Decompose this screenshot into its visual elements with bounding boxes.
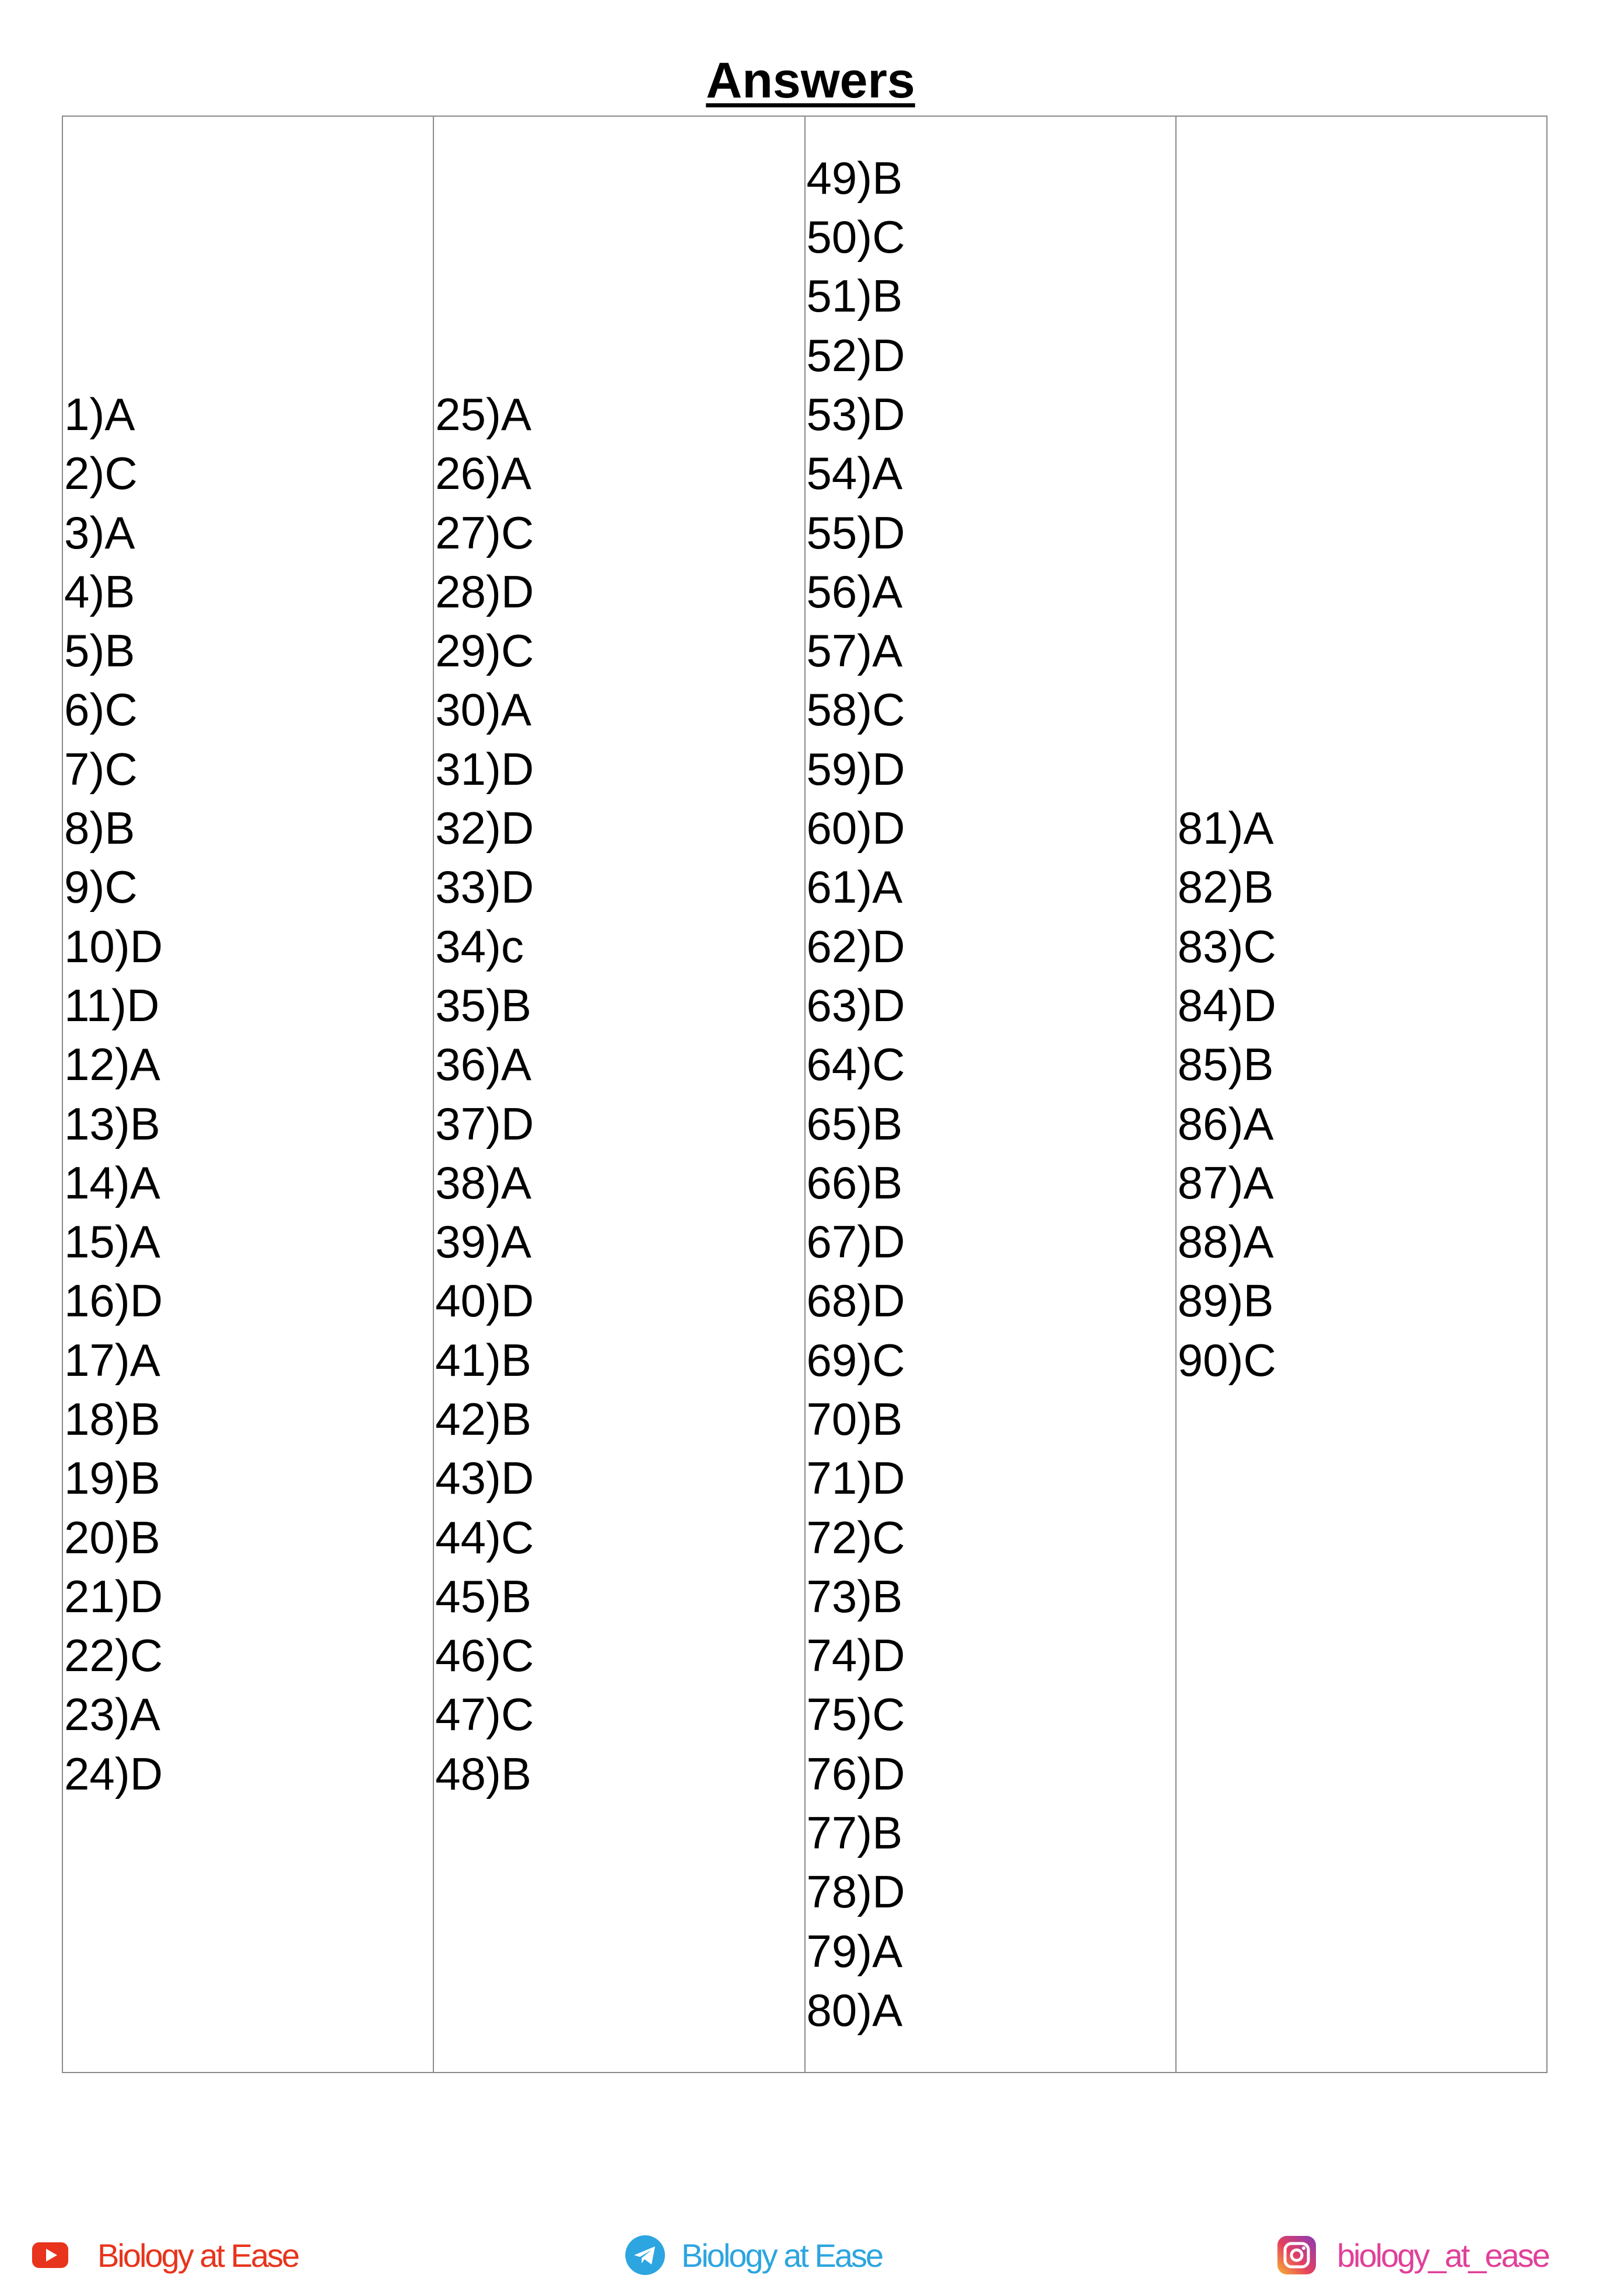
- footer-youtube-link[interactable]: [32, 2229, 298, 2281]
- answer-entry: 26)A: [435, 448, 532, 499]
- answer-entry: 86)A: [1177, 1098, 1274, 1149]
- answer-entry: 38)A: [435, 1156, 532, 1208]
- answer-entry: 59)D: [806, 743, 905, 795]
- answer-entry: 74)D: [806, 1630, 905, 1682]
- answer-entry: 77)B: [806, 1807, 903, 1859]
- answer-entry: 47)C: [435, 1689, 534, 1741]
- answer-entry: 14)A: [64, 1156, 160, 1208]
- answer-entry: 51)B: [806, 270, 903, 322]
- answer-entry: 18)B: [64, 1393, 160, 1445]
- answer-entry: 1)A: [64, 388, 135, 440]
- answer-entry: 73)B: [806, 1570, 903, 1622]
- answer-entry: 82)B: [1177, 861, 1274, 913]
- answer-entry: 22)C: [64, 1630, 163, 1682]
- answer-entry: 63)D: [806, 979, 905, 1031]
- answer-entry: 43)D: [435, 1452, 534, 1504]
- answer-entry: 56)A: [806, 565, 903, 617]
- telegram-icon: [625, 2235, 665, 2275]
- telegram-label: Biology at Ease: [681, 2236, 883, 2274]
- answer-entry: 37)D: [435, 1098, 534, 1149]
- answer-entry: 66)B: [806, 1156, 903, 1208]
- answer-entry: 87)A: [1177, 1156, 1274, 1208]
- answer-entry: 20)B: [64, 1511, 160, 1563]
- answer-entry: 40)D: [435, 1275, 534, 1327]
- answer-entry: 16)D: [64, 1275, 163, 1327]
- instagram-icon: [1277, 2236, 1316, 2274]
- answer-entry: 46)C: [435, 1630, 534, 1682]
- footer-telegram-link[interactable]: [625, 2229, 882, 2281]
- answer-entry: 12)A: [64, 1039, 160, 1091]
- page-title: Answers: [706, 53, 915, 109]
- answer-entry: 57)A: [806, 625, 903, 677]
- answer-entry: 60)D: [806, 802, 905, 854]
- answer-entry: 3)A: [64, 506, 135, 558]
- answer-entry: 9)C: [64, 861, 138, 913]
- answer-entry: 75)C: [806, 1689, 905, 1741]
- answer-entry: 89)B: [1177, 1275, 1274, 1327]
- footer-instagram-link[interactable]: [1277, 2229, 1549, 2281]
- answer-entry: 6)C: [64, 684, 138, 736]
- answer-entry: 76)D: [806, 1748, 905, 1799]
- answer-entry: 29)C: [435, 625, 534, 677]
- answer-entry: 48)B: [435, 1748, 532, 1799]
- answer-entry: 36)A: [435, 1039, 532, 1091]
- answer-entry: 84)D: [1177, 979, 1276, 1031]
- answer-entry: 27)C: [435, 506, 534, 558]
- answer-entry: 44)C: [435, 1511, 534, 1563]
- answer-entry: 85)B: [1177, 1039, 1274, 1091]
- answer-entry: 4)B: [64, 565, 135, 617]
- answer-entry: 39)A: [435, 1216, 532, 1268]
- answer-entry: 15)A: [64, 1216, 160, 1268]
- answer-entry: 61)A: [806, 861, 903, 913]
- answer-entry: 33)D: [435, 861, 534, 913]
- answer-entry: 81)A: [1177, 802, 1274, 854]
- answer-entry: 58)C: [806, 684, 905, 736]
- answer-entry: 52)D: [806, 329, 905, 381]
- youtube-icon: [32, 2242, 68, 2268]
- answer-entry: 23)A: [64, 1689, 160, 1741]
- answer-entry: 19)B: [64, 1452, 160, 1504]
- answer-entry: 17)A: [64, 1334, 160, 1386]
- answer-entry: 8)B: [64, 802, 135, 854]
- answer-entry: 10)D: [64, 920, 163, 972]
- answer-entry: 11)D: [64, 979, 160, 1031]
- answer-entry: 34)c: [435, 920, 524, 972]
- answer-entry: 24)D: [64, 1748, 163, 1799]
- answer-entry: 42)B: [435, 1393, 532, 1445]
- answer-entry: 65)B: [806, 1098, 903, 1149]
- answer-entry: 5)B: [64, 625, 135, 677]
- answer-entry: 72)C: [806, 1511, 905, 1563]
- answer-entry: 70)B: [806, 1393, 903, 1445]
- answer-entry: 78)D: [806, 1866, 905, 1918]
- answer-entry: 45)B: [435, 1570, 532, 1622]
- answer-entry: 90)C: [1177, 1334, 1276, 1386]
- answer-entry: 32)D: [435, 802, 534, 854]
- answer-entry: 69)C: [806, 1334, 905, 1386]
- answer-entry: 64)C: [806, 1039, 905, 1091]
- answer-entry: 83)C: [1177, 920, 1276, 972]
- answer-entry: 54)A: [806, 448, 903, 499]
- answer-entry: 31)D: [435, 743, 534, 795]
- answer-entry: 35)B: [435, 979, 532, 1031]
- answers-column-3: [806, 117, 1177, 2072]
- youtube-label: Biology at Ease: [97, 2236, 299, 2274]
- answer-entry: 53)D: [806, 388, 905, 440]
- answer-entry: 30)A: [435, 684, 532, 736]
- instagram-label: biology_at_ease: [1337, 2236, 1549, 2274]
- answer-entry: 67)D: [806, 1216, 905, 1268]
- answer-entry: 21)D: [64, 1570, 163, 1622]
- answer-entry: 49)B: [806, 152, 903, 204]
- answer-entry: 7)C: [64, 743, 138, 795]
- answer-entry: 28)D: [435, 565, 534, 617]
- answer-entry: 79)A: [806, 1925, 903, 1977]
- answer-entry: 2)C: [64, 448, 138, 499]
- answer-entry: 80)A: [806, 1984, 903, 2036]
- answers-table: [62, 116, 1548, 2073]
- answer-entry: 88)A: [1177, 1216, 1274, 1268]
- answers-column-4: [1177, 117, 1546, 2072]
- answer-entry: 41)B: [435, 1334, 532, 1386]
- answers-column-2: [434, 117, 805, 2072]
- answer-entry: 68)D: [806, 1275, 905, 1327]
- answers-column-1: [63, 117, 434, 2072]
- answer-entry: 25)A: [435, 388, 532, 440]
- answer-entry: 55)D: [806, 506, 905, 558]
- answer-entry: 71)D: [806, 1452, 905, 1504]
- answer-entry: 13)B: [64, 1098, 160, 1149]
- answer-entry: 50)C: [806, 211, 905, 263]
- answer-entry: 62)D: [806, 920, 905, 972]
